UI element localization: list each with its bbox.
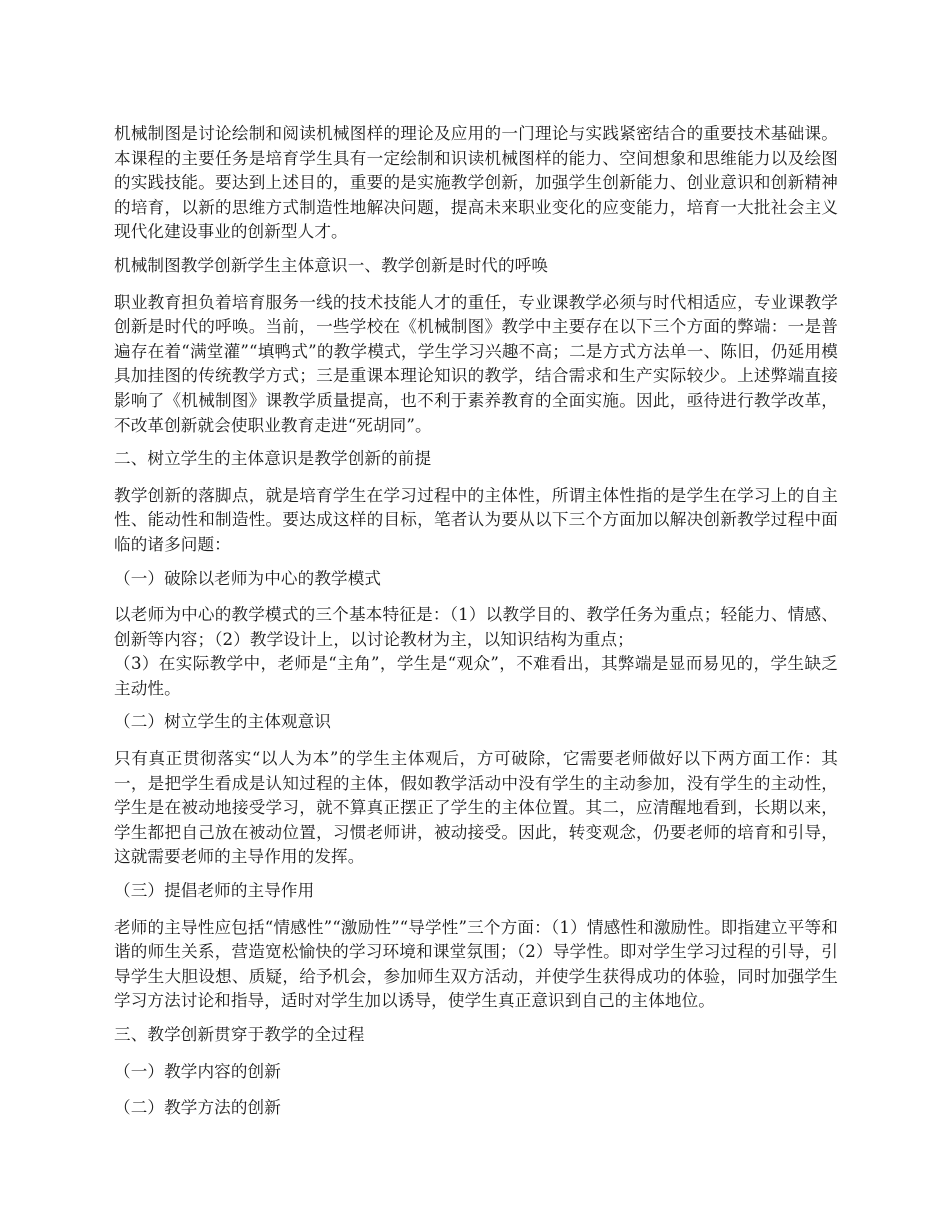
subsection-heading-2-1: （一）破除以老师为中心的教学模式 xyxy=(114,568,382,588)
paragraph-teacher-guidance: 老师的主导性应包括“情感性”“激励性”“导学性”三个方面：（1）情感性和激励性。即指建立平等和谐的师生关系，营造宽松愉快的学习环境和课堂氛围；（2）导学性。即对学生学习过程的引导，引导学生大胆设想、质疑，给予机会，参加师生双方活动，并使学生获得成功的体验，同时加强学生学习方法讨论和指导，适时对学生加以诱导，使学生真正意识到自己的主体地位。 xyxy=(114,917,838,1011)
paragraph-teacher-centered-part1: 以老师为中心的教学模式的三个基本特征是：（1）以教学目的、教学任务为重点；轻能力、情感、创新等内容；（2）教学设计上，以讨论教材为主，以知识结构为重点； xyxy=(114,605,838,649)
intro-paragraph: 机械制图是讨论绘制和阅读机械图样的理论及应用的一门理论与实践紧密结合的重要技术基础课。本课程的主要任务是培育学生具有一定绘制和识读机械图样的能力、空间想象和思维能力以及绘图的实践技能。要达到上述目的，重要的是实施教学创新，加强学生创新能力、创业意识和创新精神的培育，以新的思维方式制造性地解决问题，提高未来职业变化的应变能力，培育一大批社会主义现代化建设事业的创新型人才。 xyxy=(114,124,838,242)
subsection-heading-3-2: （二）教学方法的创新 xyxy=(114,1098,281,1118)
paragraph-era-call: 职业教育担负着培育服务一线的技术技能人才的重任，专业课教学必须与时代相适应，专业课教学创新是时代的呼唤。当前，一些学校在《机械制图》教学中主要存在以下三个方面的弊端：一是普遍存在着“满堂灌”“填鸭式”的教学模式，学生学习兴趣不高；二是方式方法单一、陈旧，仍延用模具加挂图的传统教学方式；三是重课本理论知识的教学，结合需求和生产实际较少。上述弊端直接影响了《机械制图》课教学质量提高，也不利于素养教育的全面实施。因此，亟待进行教学改革，不改革创新就会使职业教育走进“死胡同”。 xyxy=(114,292,838,435)
document-body xyxy=(114,122,838,1133)
section-heading-1: 机械制图教学创新学生主体意识一、教学创新是时代的呼唤 xyxy=(114,255,549,275)
subsection-heading-3-1: （一）教学内容的创新 xyxy=(114,1061,281,1081)
subsection-heading-2-2: （二）树立学生的主体观意识 xyxy=(114,712,332,732)
subsection-heading-2-3: （三）提倡老师的主导作用 xyxy=(114,881,315,901)
paragraph-innovation-focus: 教学创新的落脚点，就是培育学生在学习过程中的主体性，所谓主体性指的是学生在学习上的自主性、能动性和制造性。要达成这样的目标，笔者认为要从以下三个方面加以解决创新教学过程中面临的诸多问题： xyxy=(114,485,838,554)
paragraph-student-subject: 只有真正贯彻落实“以人为本”的学生主体观后，方可破除，它需要老师做好以下两方面工作：其一，是把学生看成是认知过程的主体，假如教学活动中没有学生的主动参加，没有学生的主动性，学生是在被动地接受学习，就不算真正摆正了学生的主体位置。其二，应清醒地看到，长期以来，学生都把自己放在被动位置，习惯老师讲，被动接受。因此，转变观念，仍要老师的培育和引导，这就需要老师的主导作用的发挥。 xyxy=(114,749,838,867)
section-heading-3: 三、教学创新贯穿于教学的全过程 xyxy=(114,1025,365,1044)
paragraph-teacher-centered-part2: （3）在实际教学中，老师是“主角”，学生是“观众”，不难看出，其弊端是显而易见的，学生缺乏主动性。 xyxy=(114,654,838,698)
section-heading-2: 二、树立学生的主体意识是教学创新的前提 xyxy=(114,449,432,469)
paragraph-teacher-centered xyxy=(114,603,838,701)
